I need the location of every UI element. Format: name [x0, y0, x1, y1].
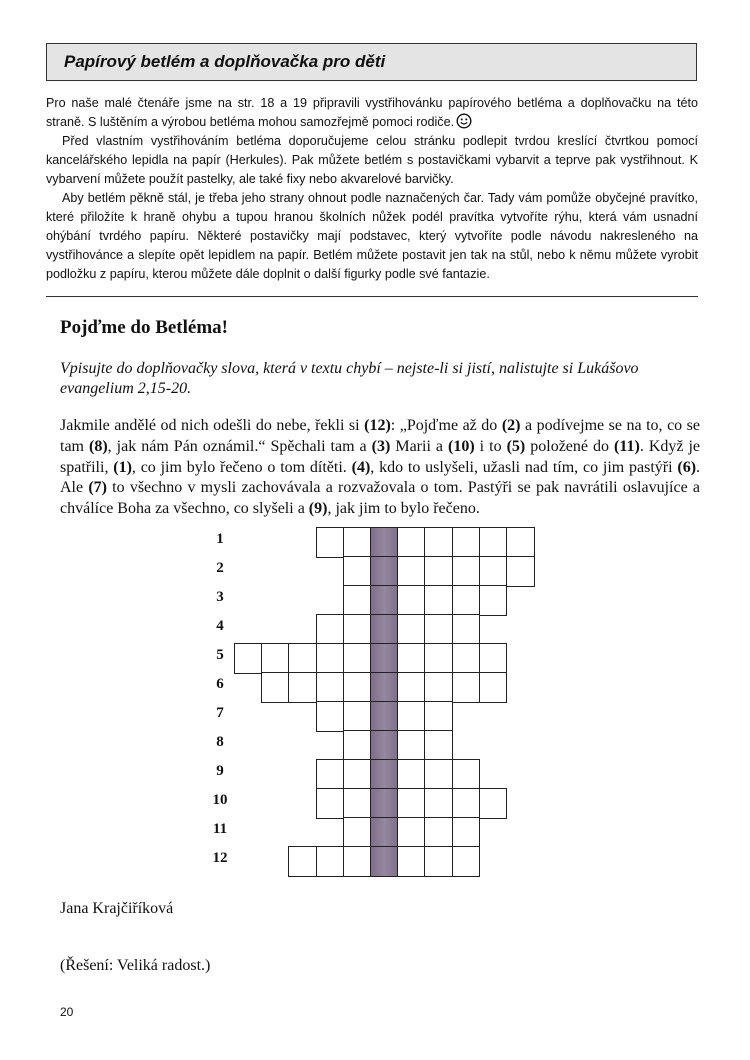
- crossword-cell[interactable]: [452, 817, 481, 848]
- crossword-cell[interactable]: [397, 730, 426, 761]
- crossword-cell[interactable]: [452, 585, 481, 616]
- crossword-cell[interactable]: [397, 759, 426, 790]
- crossword-cell[interactable]: [397, 846, 426, 877]
- crossword-cell[interactable]: [316, 672, 345, 703]
- crossword-cell[interactable]: [397, 817, 426, 848]
- puzzle-instruction: Vpisujte do doplňovačky slova, která v textu chybí – nejste-li si jistí, nalistujte si Lukášovo evangelium 2,15-20.: [60, 360, 639, 397]
- crossword-cell[interactable]: [234, 643, 263, 674]
- story-text: . Ale: [60, 458, 701, 497]
- crossword-cell[interactable]: [424, 730, 453, 761]
- crossword-cell[interactable]: [343, 672, 372, 703]
- crossword-cell[interactable]: [343, 730, 372, 761]
- story-text: to všechno v mysli zachovávala a rozvažovala o tom. Pastýři se pak navrátili oslavujíce a chválíce Boha za všechno, co slyšeli a: [60, 479, 700, 518]
- crossword-cell[interactable]: [397, 643, 426, 674]
- story-text: , kdo to uslyšeli, užasli nad tím, co jim pastýři: [370, 458, 678, 476]
- crossword-cell[interactable]: [397, 788, 426, 819]
- crossword-cell[interactable]: [424, 585, 453, 616]
- crossword-cell[interactable]: [424, 817, 453, 848]
- crossword-cell[interactable]: [479, 585, 508, 616]
- crossword-cell[interactable]: [424, 701, 453, 732]
- crossword-cell[interactable]: [424, 788, 453, 819]
- crossword-cell[interactable]: [261, 672, 290, 703]
- story-text: Jakmile andělé od nich odešli do nebe, řekli si: [60, 417, 365, 434]
- story-text: , co jim bylo řečeno o tom dítěti.: [131, 458, 352, 476]
- row-number: 7: [216, 705, 224, 721]
- crossword-cell[interactable]: [343, 759, 372, 790]
- crossword-cell[interactable]: [452, 614, 481, 645]
- story-text: a podívejme se na to, co se tam: [60, 417, 701, 455]
- solution-cell[interactable]: [370, 846, 399, 877]
- crossword-cell[interactable]: [424, 846, 453, 877]
- clue-reference: (6): [677, 458, 697, 476]
- row-number: 12: [212, 850, 228, 866]
- clue-reference: (4): [351, 458, 371, 476]
- story-text: . Když je spatřili,: [60, 437, 701, 476]
- crossword-cell[interactable]: [424, 614, 453, 645]
- puzzle-story: [60, 416, 700, 520]
- author-signature: Jana Krajčiříková: [60, 900, 174, 917]
- crossword-cell[interactable]: [452, 527, 481, 558]
- solution-cell[interactable]: [370, 759, 399, 790]
- solution-cell[interactable]: [370, 527, 399, 558]
- solution-cell[interactable]: [370, 556, 399, 587]
- intro-text: [46, 94, 698, 284]
- crossword-cell[interactable]: [452, 556, 481, 587]
- row-number: 9: [216, 763, 224, 779]
- crossword-cell[interactable]: [506, 527, 535, 558]
- crossword-cell[interactable]: [316, 788, 345, 819]
- crossword-cell[interactable]: [424, 759, 453, 790]
- crossword-cell[interactable]: [288, 643, 317, 674]
- section-title: Papírový betlém a doplňovačka pro děti: [64, 52, 386, 71]
- solution-cell[interactable]: [370, 672, 399, 703]
- crossword-cell[interactable]: [424, 672, 453, 703]
- crossword-cell[interactable]: [452, 643, 481, 674]
- clue-reference: (11): [614, 437, 640, 455]
- crossword-cell[interactable]: [316, 701, 345, 732]
- crossword-cell[interactable]: [479, 672, 508, 703]
- crossword-cell[interactable]: [288, 846, 317, 877]
- crossword-cell[interactable]: [397, 614, 426, 645]
- story-text: položené do: [525, 437, 615, 455]
- crossword-cell[interactable]: [316, 846, 345, 877]
- crossword-cell[interactable]: [343, 556, 372, 587]
- intro-p1-text: Pro naše malé čtenáře jsme na str. 18 a 19 připravili vystřihovánku papírového betléma a doplňovačku na této straně. S luštěním a výrobou betléma mohou samozřejmě pomoci rodiče.: [46, 96, 698, 129]
- divider: [46, 296, 698, 297]
- clue-reference: (2): [501, 417, 521, 434]
- story-text: , jak nám Pán oznámil.“ Spěchali tam a: [107, 437, 372, 455]
- crossword-cell[interactable]: [343, 788, 372, 819]
- solution-cell[interactable]: [370, 585, 399, 616]
- crossword-cell[interactable]: [506, 556, 535, 587]
- clue-reference: (9): [308, 500, 328, 518]
- crossword-cell[interactable]: [343, 585, 372, 616]
- crossword-cell[interactable]: [397, 701, 426, 732]
- crossword-cell[interactable]: [424, 556, 453, 587]
- crossword-cell[interactable]: [343, 643, 372, 674]
- smiley-icon: [456, 113, 472, 129]
- crossword-cell[interactable]: [316, 643, 345, 674]
- row-number: 4: [216, 618, 224, 634]
- clue-reference: (12): [364, 417, 391, 434]
- crossword-cell[interactable]: [479, 643, 508, 674]
- crossword-cell[interactable]: [343, 846, 372, 877]
- crossword-cell[interactable]: [343, 527, 372, 558]
- solution-cell[interactable]: [370, 730, 399, 761]
- solution-cell[interactable]: [370, 817, 399, 848]
- section-header: [46, 43, 697, 81]
- solution-cell[interactable]: [370, 614, 399, 645]
- crossword-cell[interactable]: [452, 759, 481, 790]
- solution-text: (Řešení: Veliká radost.): [60, 957, 211, 974]
- crossword-cell[interactable]: [479, 788, 508, 819]
- crossword-cell[interactable]: [397, 527, 426, 558]
- row-number: 1: [216, 531, 224, 547]
- row-number: 3: [216, 589, 224, 605]
- intro-paragraph-1: [46, 94, 698, 132]
- page-number: 20: [60, 1005, 74, 1019]
- row-number: 5: [216, 647, 224, 663]
- clue-reference: (1): [113, 458, 132, 476]
- crossword-cell[interactable]: [452, 788, 481, 819]
- clue-reference: (8): [89, 437, 108, 455]
- crossword-cell[interactable]: [424, 643, 453, 674]
- crossword-cell[interactable]: [343, 614, 372, 645]
- solution-cell[interactable]: [370, 643, 399, 674]
- crossword-cell[interactable]: [397, 556, 426, 587]
- intro-paragraph-3: Aby betlém pěkně stál, je třeba jeho strany ohnout podle naznačených čar. Tady vám pomůže obyčejné pravítko, které přiložíte k hraně ohybu a tupou hranou školních nůžek podél pravítka vytvoříte rýhu, která vám usnadní ohýbání tvrdého papíru. Některé postavičky mají podstavec, který vytvoříte podle návodu nakresleného na vystřihovánce a slepíte opět lepidlem na papír. Betlém můžete postavit jen tak na stůl, nebo k němu můžete vyrobit podložku z papíru, kterou můžete dále doplnit o další figurky podle své fantazie.: [46, 191, 698, 281]
- crossword-cell[interactable]: [343, 701, 372, 732]
- crossword-cell[interactable]: [343, 817, 372, 848]
- crossword-cell[interactable]: [316, 614, 345, 645]
- puzzle-title: Pojďme do Betléma!: [60, 317, 228, 338]
- row-number: 8: [216, 734, 224, 750]
- crossword-cell[interactable]: [479, 527, 508, 558]
- crossword-cell[interactable]: [397, 585, 426, 616]
- row-number: 6: [216, 676, 224, 692]
- crossword-cell[interactable]: [424, 527, 453, 558]
- intro-paragraph-2: Před vlastním vystřihováním betléma doporučujeme celou stránku podlepit tvrdou kreslící čtvrtkou pomocí kancelářského lepidla na papír (Herkules). Pak můžete betlém s postavičkami vybarvit a teprve pak vystřihnout. K vybarvení můžete použít pastelky, ale také fixy nebo akvarelové barvičky.: [46, 134, 698, 186]
- clue-reference: (3): [371, 437, 391, 455]
- crossword-cell[interactable]: [288, 672, 317, 703]
- solution-cell[interactable]: [370, 788, 399, 819]
- crossword-cell[interactable]: [452, 672, 481, 703]
- clue-reference: (5): [506, 437, 526, 455]
- clue-reference: (10): [448, 437, 475, 455]
- crossword-cell[interactable]: [316, 527, 345, 558]
- story-text: , jak jim to bylo řečeno.: [327, 500, 480, 518]
- crossword-cell[interactable]: [397, 672, 426, 703]
- crossword-cell[interactable]: [479, 556, 508, 587]
- crossword-cell[interactable]: [452, 846, 481, 877]
- row-number: 2: [216, 560, 224, 576]
- clue-reference: (7): [88, 479, 107, 497]
- row-number: 11: [212, 821, 228, 837]
- row-number: 10: [212, 792, 228, 808]
- crossword-cell[interactable]: [316, 759, 345, 790]
- story-text: i to: [474, 437, 507, 455]
- solution-cell[interactable]: [370, 701, 399, 732]
- crossword-cell[interactable]: [261, 643, 290, 674]
- story-text: : „Pojďme až do: [390, 417, 502, 434]
- story-text: Marii a: [390, 437, 449, 455]
